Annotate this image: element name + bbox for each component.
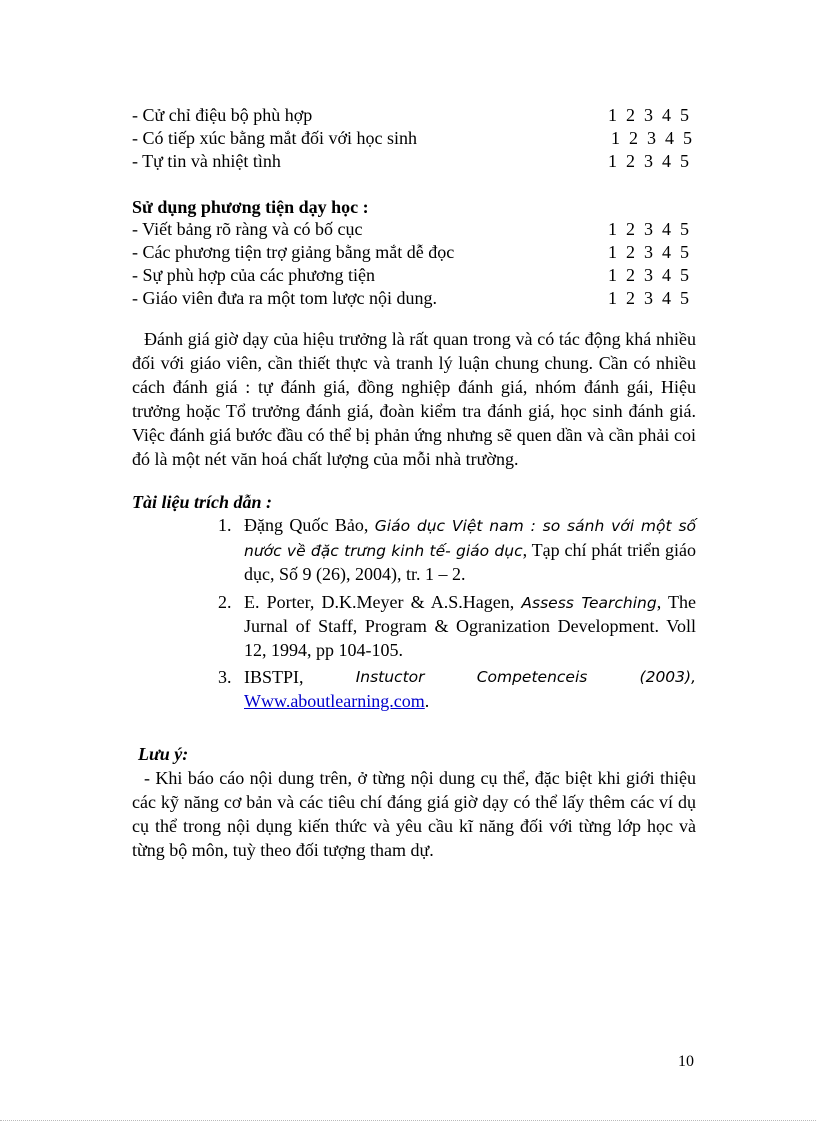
- rating-5: 5: [680, 151, 689, 171]
- reference-item: [218, 514, 696, 587]
- criterion-row: [132, 150, 696, 172]
- references-list: [218, 514, 696, 717]
- rating-1: 1: [608, 105, 617, 125]
- reference-item: [218, 591, 696, 663]
- rating-1: 1: [608, 151, 617, 171]
- rating-1: 1: [608, 265, 617, 285]
- rating-scale: [608, 241, 698, 263]
- rating-2: 2: [626, 219, 635, 239]
- rating-scale: [608, 104, 698, 126]
- rating-5: 5: [680, 242, 689, 262]
- rating-3: 3: [647, 128, 656, 148]
- rating-3: 3: [644, 265, 653, 285]
- criterion-row: [132, 104, 696, 126]
- criterion-row: [132, 241, 696, 263]
- rating-scale: [608, 218, 698, 240]
- reference-work-part: Instuctor: [355, 668, 425, 686]
- criterion-row: [132, 218, 696, 240]
- reference-line: [244, 690, 696, 714]
- rating-5: 5: [680, 288, 689, 308]
- reference-work: Assess Tearching: [521, 593, 657, 612]
- reference-number: 2.: [218, 591, 232, 612]
- rating-5: 5: [680, 265, 689, 285]
- rating-4: 4: [662, 242, 671, 262]
- criterion-row: [132, 264, 696, 286]
- rating-4: 4: [662, 265, 671, 285]
- rating-2: 2: [626, 151, 635, 171]
- reference-number: 3.: [218, 667, 232, 687]
- reference-work: Giáo dục Việt nam : so sánh với một số nước về đặc trưng kinh tế- giáo dục: [244, 517, 696, 560]
- reference-link[interactable]: Www.aboutlearning.com: [244, 690, 425, 711]
- rating-5: 5: [680, 105, 689, 125]
- rating-2: 2: [626, 105, 635, 125]
- rating-scale: [611, 127, 701, 149]
- rating-4: 4: [662, 105, 671, 125]
- rating-5: 5: [683, 128, 692, 148]
- criterion-label: - Tự tin và nhiệt tình: [132, 151, 281, 171]
- reference-number: 1.: [218, 515, 232, 535]
- rating-1: 1: [608, 219, 617, 239]
- rating-4: 4: [662, 288, 671, 308]
- criterion-row: [132, 127, 696, 149]
- references-title: Tài liệu trích dẫn :: [132, 492, 273, 512]
- criterion-row: [132, 287, 696, 309]
- note-title: Lưu ý:: [138, 744, 189, 764]
- rating-3: 3: [644, 151, 653, 171]
- criterion-label: - Các phương tiện trợ giảng bằng mắt dễ đọc: [132, 242, 455, 262]
- rating-3: 3: [644, 242, 653, 262]
- evaluation-paragraph: Đánh giá giờ dạy của hiệu trưởng là rất quan trong và có tác động khá nhiều đối với giáo viên, cần thiết thực và tranh lý luận chung chung. Cần có nhiều cách đánh giá : tự đánh giá, đồng nghiệp đánh giá, nhóm đánh gái, Hiệu trưởng hoặc Tổ trưởng đánh giá, đoàn kiểm tra đánh giá, học sinh đánh giá. Việc đánh giá bước đầu có thể bị phản ứng nhưng sẽ quen dần và cần phải coi đó là một nét văn hoá chất lượng của mỗi nhà trường.: [132, 329, 696, 469]
- rating-2: 2: [626, 242, 635, 262]
- reference-item: [218, 666, 696, 713]
- reference-details: , Tạp chí phát triển giáo dục, Số 9 (26), 2004), tr. 1 – 2.: [244, 539, 696, 584]
- reference-author: IBSTPI,: [244, 667, 304, 687]
- rating-1: 1: [608, 288, 617, 308]
- section-heading-teaching-tools: Sử dụng phương tiện dạy học :: [132, 197, 369, 217]
- rating-2: 2: [626, 288, 635, 308]
- rating-1: 1: [611, 128, 620, 148]
- page-bottom-divider: [0, 1120, 816, 1121]
- rating-1: 1: [608, 242, 617, 262]
- reference-author: E. Porter, D.K.Meyer & A.S.Hagen,: [244, 591, 522, 612]
- reference-line: [244, 666, 696, 690]
- rating-3: 3: [644, 219, 653, 239]
- criterion-label: - Giáo viên đưa ra một tom lược nội dung.: [132, 288, 437, 308]
- criterion-label: - Có tiếp xúc bằng mắt đối với học sinh: [132, 128, 417, 148]
- rating-3: 3: [644, 288, 653, 308]
- reference-author: Đặng Quốc Bảo,: [244, 515, 375, 535]
- criterion-label: - Viết bảng rõ ràng và có bố cục: [132, 219, 363, 239]
- rating-3: 3: [644, 105, 653, 125]
- rating-4: 4: [662, 219, 671, 239]
- rating-4: 4: [662, 151, 671, 171]
- reference-work-part: (2003),: [639, 668, 696, 686]
- reference-details: .: [424, 690, 430, 711]
- note-body: - Khi báo cáo nội dung trên, ở từng nội dung cụ thể, đặc biệt khi giới thiệu các kỹ năng cơ bản và các tiêu chí đáng giá giờ dạy có thể lấy thêm các ví dụ cụ thể trong nội dụng kiến thức và yêu cầu kĩ năng đối với từng lớp học và từng bộ môn, tuỳ theo đối tượng tham dự.: [132, 768, 696, 860]
- rating-scale: [608, 264, 698, 286]
- criterion-label: - Cử chỉ điệu bộ phù hợp: [132, 105, 313, 125]
- rating-5: 5: [680, 219, 689, 239]
- rating-4: 4: [665, 128, 674, 148]
- criterion-label: - Sự phù hợp của các phương tiện: [132, 265, 375, 285]
- rating-2: 2: [626, 265, 635, 285]
- rating-2: 2: [629, 128, 638, 148]
- reference-details: , The Jurnal of Staff, Program & Ogranization Development. Voll 12, 1994, pp 104-105.: [244, 591, 696, 660]
- rating-scale: [608, 150, 698, 172]
- reference-work-part: Competenceis: [476, 668, 588, 686]
- rating-scale: [608, 287, 698, 309]
- page-number: 10: [678, 1053, 694, 1070]
